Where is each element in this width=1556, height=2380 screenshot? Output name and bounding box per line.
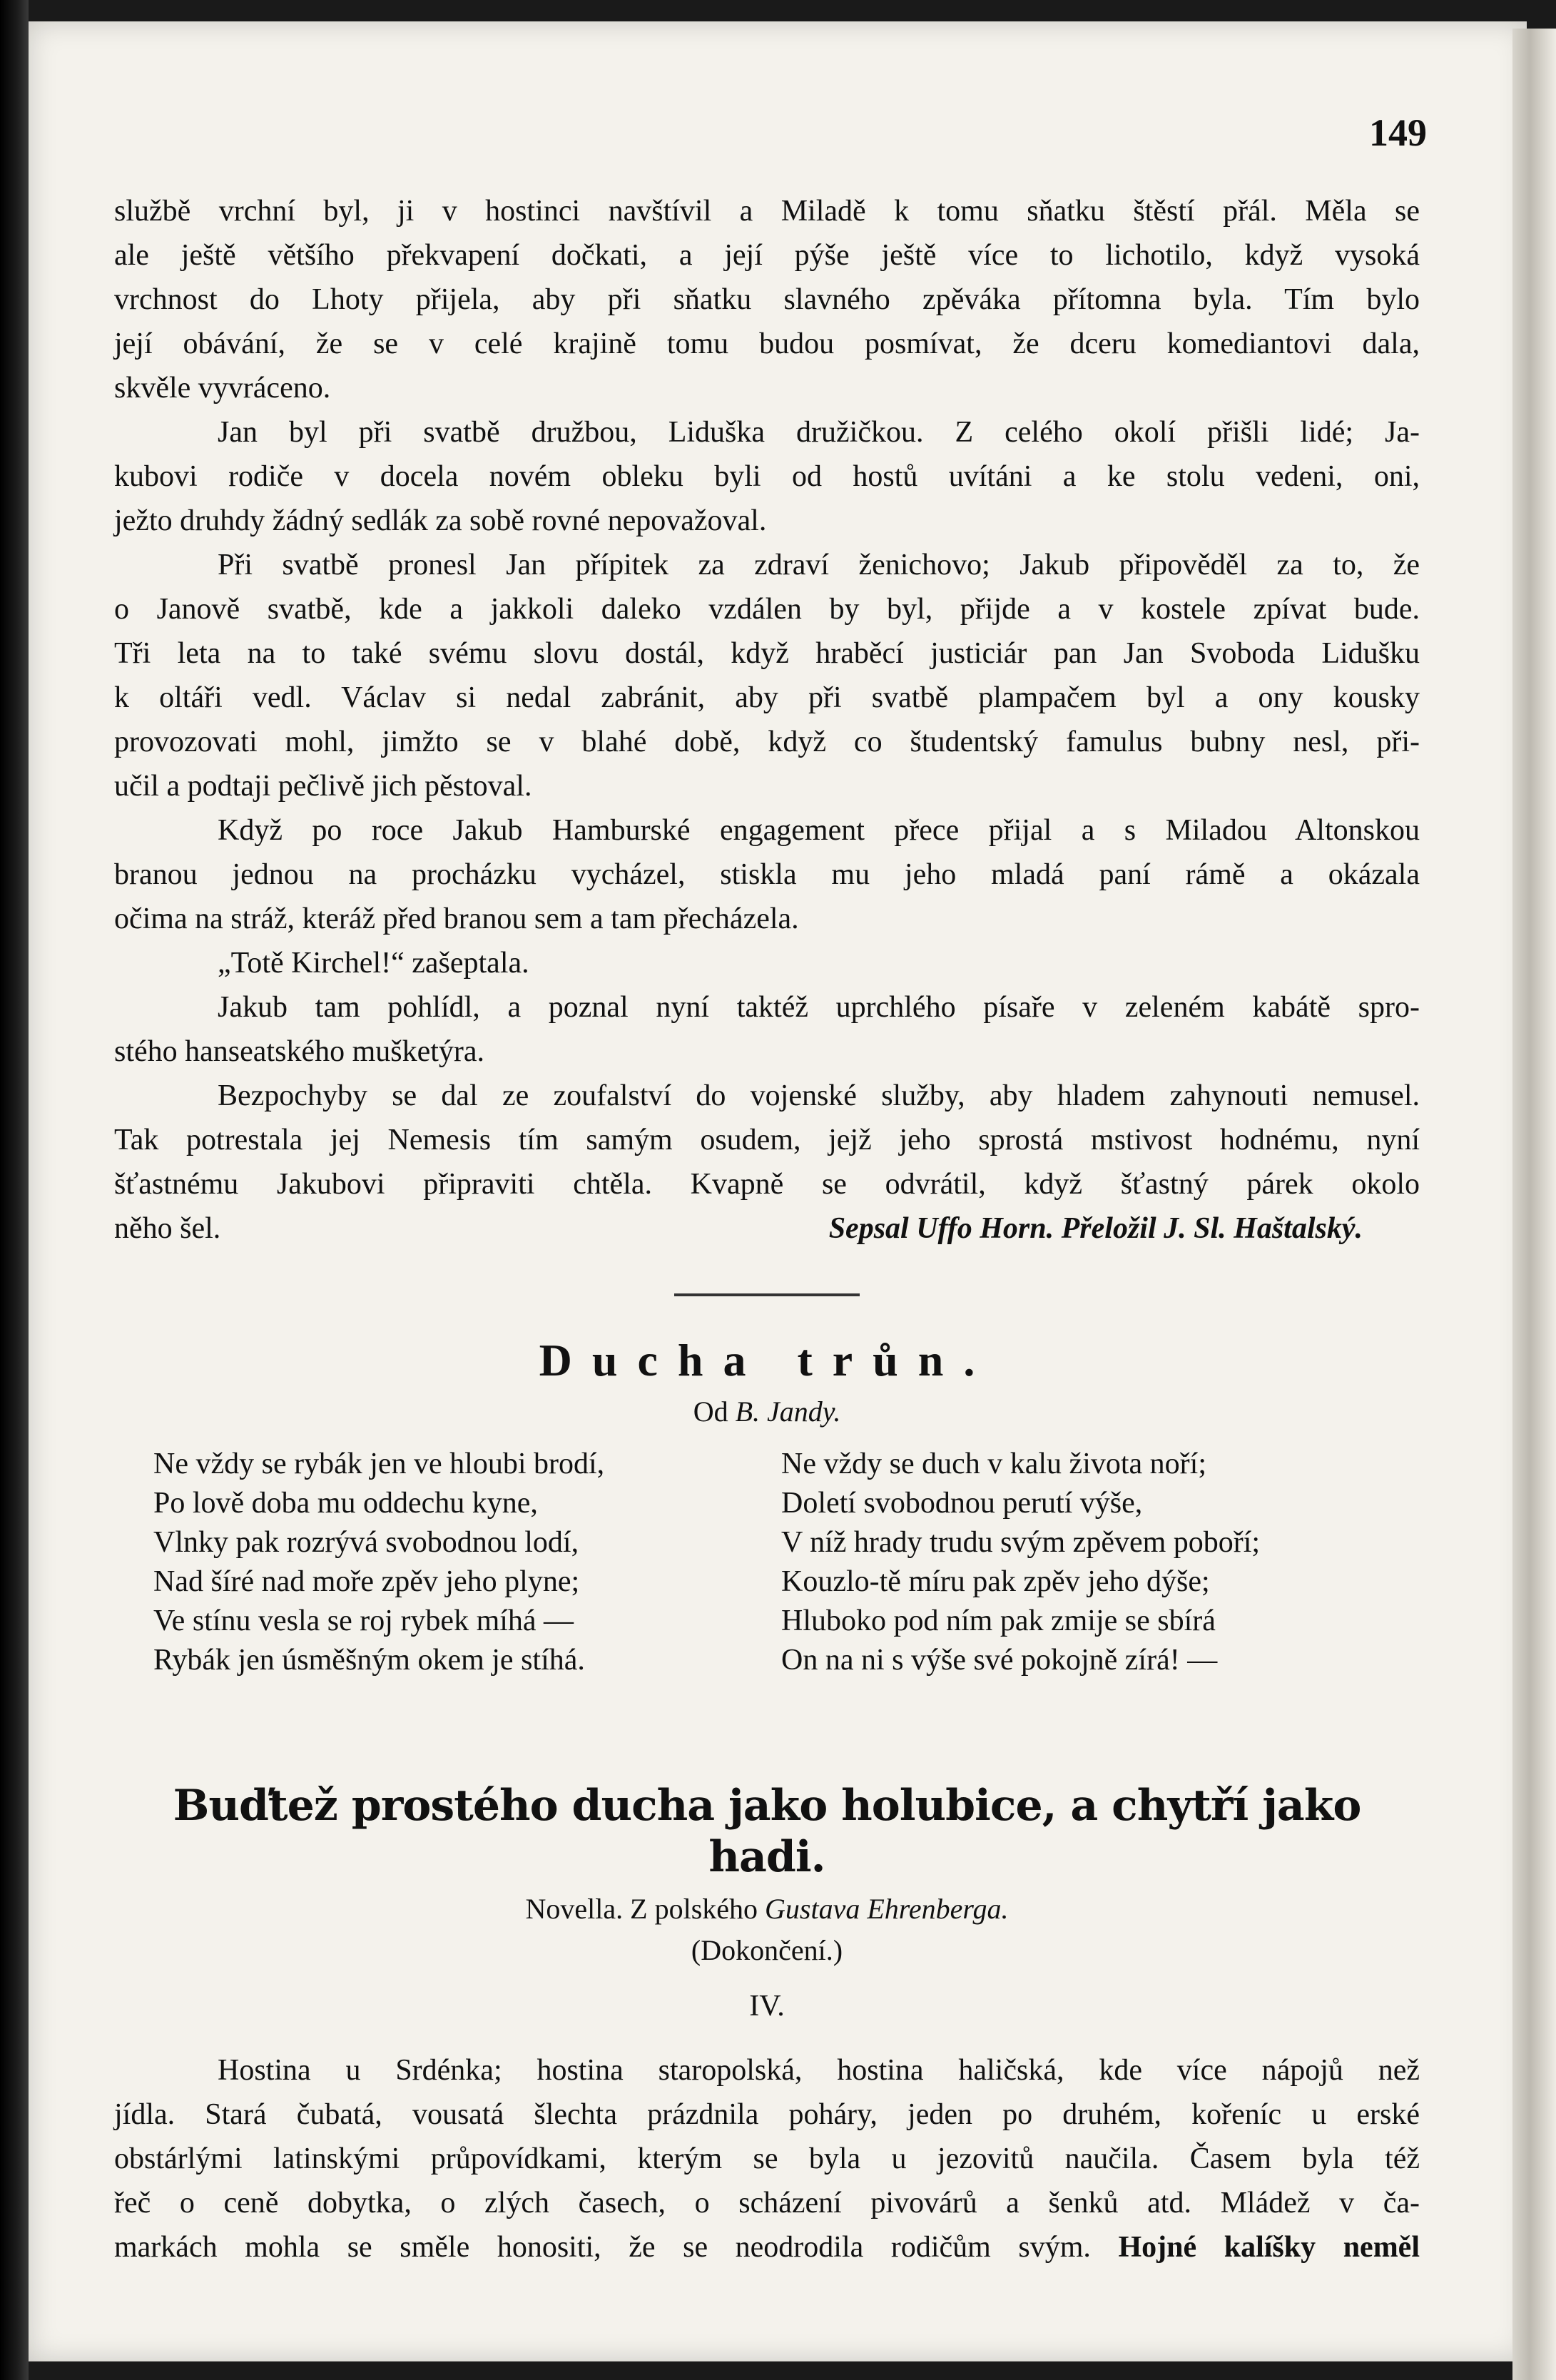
poem-verse: Nad šíré nad moře zpěv jeho plyne;	[153, 1565, 580, 1598]
text-line: Tři leta na to také svému slovu dostál, když hraběcí justiciár pan Jan Svoboda Lidušku	[114, 637, 1420, 670]
poem-stanza-right	[781, 1445, 1409, 1680]
text-line: skvěle vyvráceno.	[114, 372, 331, 405]
page-edge	[1512, 29, 1556, 2380]
page-content	[114, 189, 1420, 2269]
byline-prefix: Od	[693, 1395, 728, 1428]
paragraph	[114, 1074, 1420, 1206]
text-line: „Totě Kirchel!“ zašeptala.	[218, 947, 529, 980]
translator-signature: Sepsal Uffo Horn. Přeložil J. Sl. Haštalský.	[828, 1212, 1363, 1245]
text-line: její obávání, že se v celé krajině tomu budou posmívat, že dceru komediantovi dala,	[114, 327, 1420, 360]
text-line: provozovati mohl, jimžto se v blahé době, když co študentský famulus bubny nesl, při-	[114, 726, 1420, 758]
paragraph	[114, 543, 1420, 808]
poem-verse: V níž hrady trudu svým zpěvem poboří;	[781, 1526, 1261, 1559]
text-line: kubovi rodiče v docela novém obleku byli od hostů uvítáni a ke stolu vedeni, oni,	[114, 460, 1420, 493]
text-line: šťastnému Jakubovi připraviti chtěla. Kvapně se odvrátil, když šťastný párek okolo	[114, 1168, 1420, 1201]
paragraph	[114, 941, 1420, 985]
novella-author: Gustava Ehrenberga.	[765, 1893, 1009, 1925]
text-line: stého hanseatského mušketýra.	[114, 1035, 485, 1068]
text-line: o Janově svatbě, kde a jakkoli daleko vzdálen by byl, přijde a v kostele zpívat bude.	[114, 593, 1420, 626]
text-line: Když po roce Jakub Hamburské engagement přece přijal a s Miladou Altonskou	[218, 814, 1420, 847]
text-line: Hostina u Srdénka; hostina staropolská, hostina haličská, kde více nápojů než	[218, 2054, 1420, 2087]
text-line: Při svatbě pronesl Jan přípitek za zdraví ženichovo; Jakub připověděl za to, že	[218, 549, 1420, 581]
page-number: 149	[1369, 111, 1427, 154]
text-line: službě vrchní byl, ji v hostinci navštívil a Miladě k tomu sňatku štěstí přál. Měla se	[114, 195, 1420, 228]
poem-byline	[114, 1392, 1420, 1432]
poem-verse: Rybák jen úsměšným okem je stíhá.	[153, 1644, 585, 1677]
text-line-bold: Hojné kalíšky neměl	[1118, 2231, 1420, 2264]
text-line: Jan byl při svatbě družbou, Liduška družičkou. Z celého okolí přišli lidé; Ja-	[218, 416, 1420, 449]
text-line-part: markách mohla se směle honositi, že se neodrodila rodičům svým.	[114, 2231, 1119, 2264]
novella-continuation: (Dokončení.)	[691, 1934, 843, 1966]
signature-line	[114, 1206, 1420, 1251]
novella-text	[114, 2048, 1420, 2269]
paragraph	[114, 189, 1420, 410]
poem-verse: Hluboko pod ním pak zmije se sbírá	[781, 1605, 1216, 1637]
chapter-heading: IV.	[749, 1990, 785, 2023]
poem-title: Ducha trůn.	[539, 1335, 995, 1385]
poem-verse: Doletí svobodnou perutí výše,	[781, 1487, 1143, 1520]
text-line: k oltáři vedl. Václav si nedal zabránit, aby při svatbě plampačem byl a ony kousky	[114, 681, 1420, 714]
poem-verse: Ve stínu vesla se roj rybek míhá —	[153, 1605, 574, 1637]
paragraph	[114, 410, 1420, 543]
text-line: řeč o ceně dobytka, o zlých časech, o scházení pivovárů a šenků atd. Mládež v ča-	[114, 2187, 1420, 2219]
text-line: branou jednou na procházku vycházel, stiskla mu jeho mladá paní rámě a okázala	[114, 858, 1420, 891]
text-line: učil a podtaji pečlivě jich pěstoval.	[114, 770, 532, 803]
text-line: očima na stráž, kteráž před branou sem a tam přecházela.	[114, 902, 799, 935]
poem-verse: Vlnky pak rozrývá svobodnou lodí,	[153, 1526, 579, 1559]
poem-verse: Ne vždy se duch v kalu života noří;	[781, 1448, 1206, 1480]
text-line: Tak potrestala jej Nemesis tím samým osudem, jejž jeho sprostá mstivost hodnému, nyní	[114, 1124, 1420, 1156]
novella-subtitle-prefix: Novella. Z polského	[525, 1893, 758, 1925]
poem-author: B. Jandy.	[735, 1395, 841, 1428]
poem-verse: On na ni s výše své pokojně zírá! —	[781, 1644, 1218, 1677]
poem-verse: Kouzlo-tě míru pak zpěv jeho dýše;	[781, 1565, 1210, 1598]
text-line: ježto druhdy žádný sedlák za sobě rovné nepovažoval.	[114, 504, 767, 537]
poem-verse: Ne vždy se rybák jen ve hloubi brodí,	[153, 1448, 605, 1480]
text-line: ale ještě většího překvapení dočkati, a její pýše ještě více to lichotilo, když vysoká	[114, 239, 1420, 272]
novella-subtitle	[114, 1888, 1420, 1930]
text-line: jídla. Stará čubatá, vousatá šlechta prázdnila poháry, jeden po druhém, kořeníc u erské	[114, 2098, 1420, 2131]
poem-body	[114, 1445, 1420, 1680]
story-ending	[114, 189, 1420, 1206]
novella-title: Buďtež prostého ducha jako holubice, a chytří jako hadi.	[173, 1781, 1361, 1882]
paragraph	[114, 808, 1420, 941]
text-line: Bezpochyby se dal ze zoufalství do vojenské služby, aby hladem zahynouti nemusel.	[218, 1079, 1420, 1112]
section-divider	[674, 1293, 860, 1296]
paragraph	[114, 985, 1420, 1074]
text-line	[114, 2225, 1420, 2269]
text-line: vrchnost do Lhoty přijela, aby při sňatku slavného zpěváka přítomna byla. Tím bylo	[114, 283, 1420, 316]
poem-verse: Po lově doba mu oddechu kyne,	[153, 1487, 538, 1520]
scan-border	[0, 0, 29, 2380]
poem-stanza-left	[114, 1445, 781, 1680]
closing-text: něho šel.	[114, 1212, 221, 1245]
text-line: Jakub tam pohlídl, a poznal nyní taktéž uprchlého písaře v zeleném kabátě spro-	[218, 991, 1420, 1024]
text-line: obstárlými latinskými průpovídkami, kterým se byla u jezovitů naučila. Časem byla též	[114, 2142, 1420, 2175]
